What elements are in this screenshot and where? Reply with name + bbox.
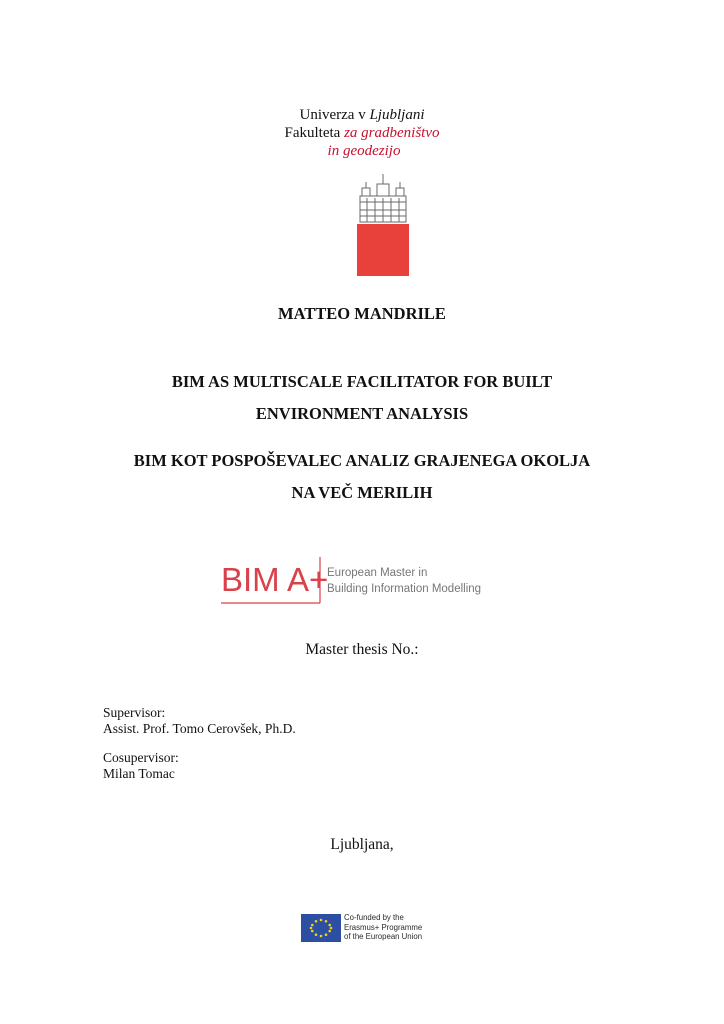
author-name: MATTEO MANDRILE	[278, 304, 446, 323]
supervisor-name: Assist. Prof. Tomo Cerovšek, Ph.D.	[103, 721, 296, 736]
eu-funding-line1: Co-funded by the	[344, 913, 404, 922]
bima-logo-mark: BIM A+	[221, 561, 329, 598]
title-en-line2: ENVIRONMENT ANALYSIS	[255, 404, 469, 423]
eu-funding-text	[344, 913, 422, 942]
bima-logo-line2: Building Information Modelling	[327, 583, 482, 595]
university-logo	[357, 172, 409, 276]
university-name: Univerza v Ljubljani	[299, 107, 425, 123]
faculty-name-line1: Fakulteta za gradbeništvo	[284, 125, 440, 141]
title-en-line1: BIM AS MULTISCALE FACILITATOR FOR BUILT	[171, 372, 553, 391]
faculty-name-line2: in geodezijo	[327, 143, 401, 159]
eu-funding-line2: Erasmus+ Programme	[344, 922, 423, 932]
cosupervisor-name: Milan Tomac	[103, 766, 175, 781]
bima-logo	[219, 555, 509, 605]
city: Ljubljana,	[330, 836, 394, 853]
eu-funding-line3: of the European Union	[344, 932, 423, 941]
thesis-number-label: Master thesis No.:	[305, 641, 419, 658]
supervisor-label: Supervisor:	[103, 705, 166, 720]
title-sl-line2: NA VEČ MERILIH	[291, 483, 433, 502]
bima-logo-line1: European Master in	[327, 567, 428, 579]
title-sl-line1: BIM KOT POSPOŠEVALEC ANALIZ GRAJENEGA OKOLJA	[133, 451, 591, 470]
eu-flag-icon	[301, 914, 341, 942]
cosupervisor-label: Cosupervisor:	[103, 750, 179, 765]
